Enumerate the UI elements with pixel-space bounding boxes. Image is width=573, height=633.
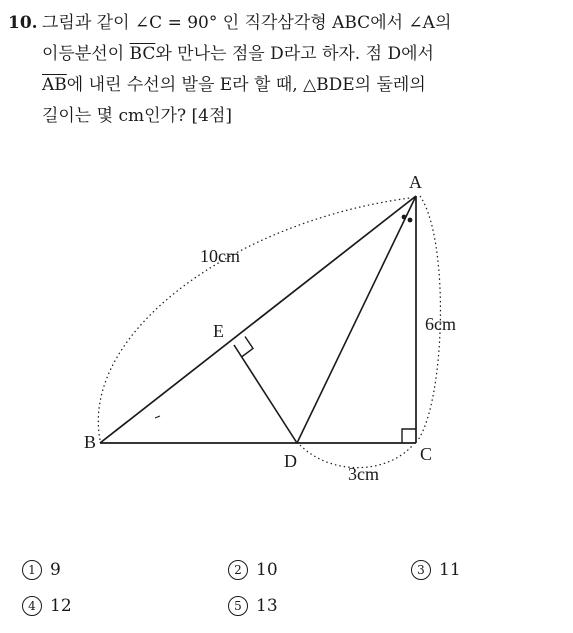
choice-2[interactable] xyxy=(228,560,278,580)
question-line-3 xyxy=(8,70,564,101)
side-ab xyxy=(100,196,416,443)
label-c: C xyxy=(420,444,433,464)
question-text-1: 그림과 같이 ∠C = 90° 인 직각삼각형 ABC에서 ∠A의 xyxy=(42,13,452,33)
right-angle-mark-c xyxy=(402,429,416,443)
bisector-ad xyxy=(297,196,416,443)
choice-3[interactable] xyxy=(411,560,461,580)
dotted-arc-ab xyxy=(98,198,410,440)
length-ac-label: 6cm xyxy=(425,314,456,334)
question-line-2 xyxy=(8,39,564,70)
question-line-1 xyxy=(8,8,564,39)
choice-3-mark: 3 xyxy=(411,560,431,580)
choice-1-value: 9 xyxy=(50,560,61,580)
label-d: D xyxy=(284,451,297,471)
length-ab-label: 10cm xyxy=(200,246,240,266)
angle-mark-2 xyxy=(408,218,413,223)
question-text-4: 길이는 몇 cm인가? [4점] xyxy=(42,106,233,126)
choice-4-mark: 4 xyxy=(22,596,42,616)
choice-1[interactable] xyxy=(22,560,61,580)
choice-2-mark: 2 xyxy=(228,560,248,580)
problem-text xyxy=(8,8,564,132)
question-text-2b: 와 만나는 점을 D라고 하자. 점 D에서 xyxy=(155,44,434,64)
perpendicular-de xyxy=(234,345,297,443)
segment-ab: $\overline{AB}$ xyxy=(42,75,67,95)
label-e: E xyxy=(213,321,224,341)
label-a: A xyxy=(409,172,422,192)
question-text-3b: 에 내린 수선의 발을 E라 할 때, △BDE의 둘레의 xyxy=(66,75,426,95)
segment-bc: $\overline{BC}$ xyxy=(129,44,156,64)
choice-2-value: 10 xyxy=(256,560,278,580)
triangle-figure xyxy=(0,160,573,520)
question-text-2a: 이등분선이 xyxy=(42,44,130,64)
choice-4-value: 12 xyxy=(50,596,72,616)
right-angle-mark-e xyxy=(242,337,254,358)
stray-mark xyxy=(155,416,160,418)
question-number: 10. xyxy=(8,13,38,33)
question-line-4 xyxy=(8,101,564,132)
choice-5[interactable] xyxy=(228,596,278,616)
choice-5-value: 13 xyxy=(256,596,278,616)
choice-5-mark: 5 xyxy=(228,596,248,616)
choice-4[interactable] xyxy=(22,596,72,616)
choice-1-mark: 1 xyxy=(22,560,42,580)
angle-mark-1 xyxy=(402,215,407,220)
length-dc-label: 3cm xyxy=(348,464,379,484)
label-b: B xyxy=(84,432,97,452)
choice-3-value: 11 xyxy=(439,560,461,580)
